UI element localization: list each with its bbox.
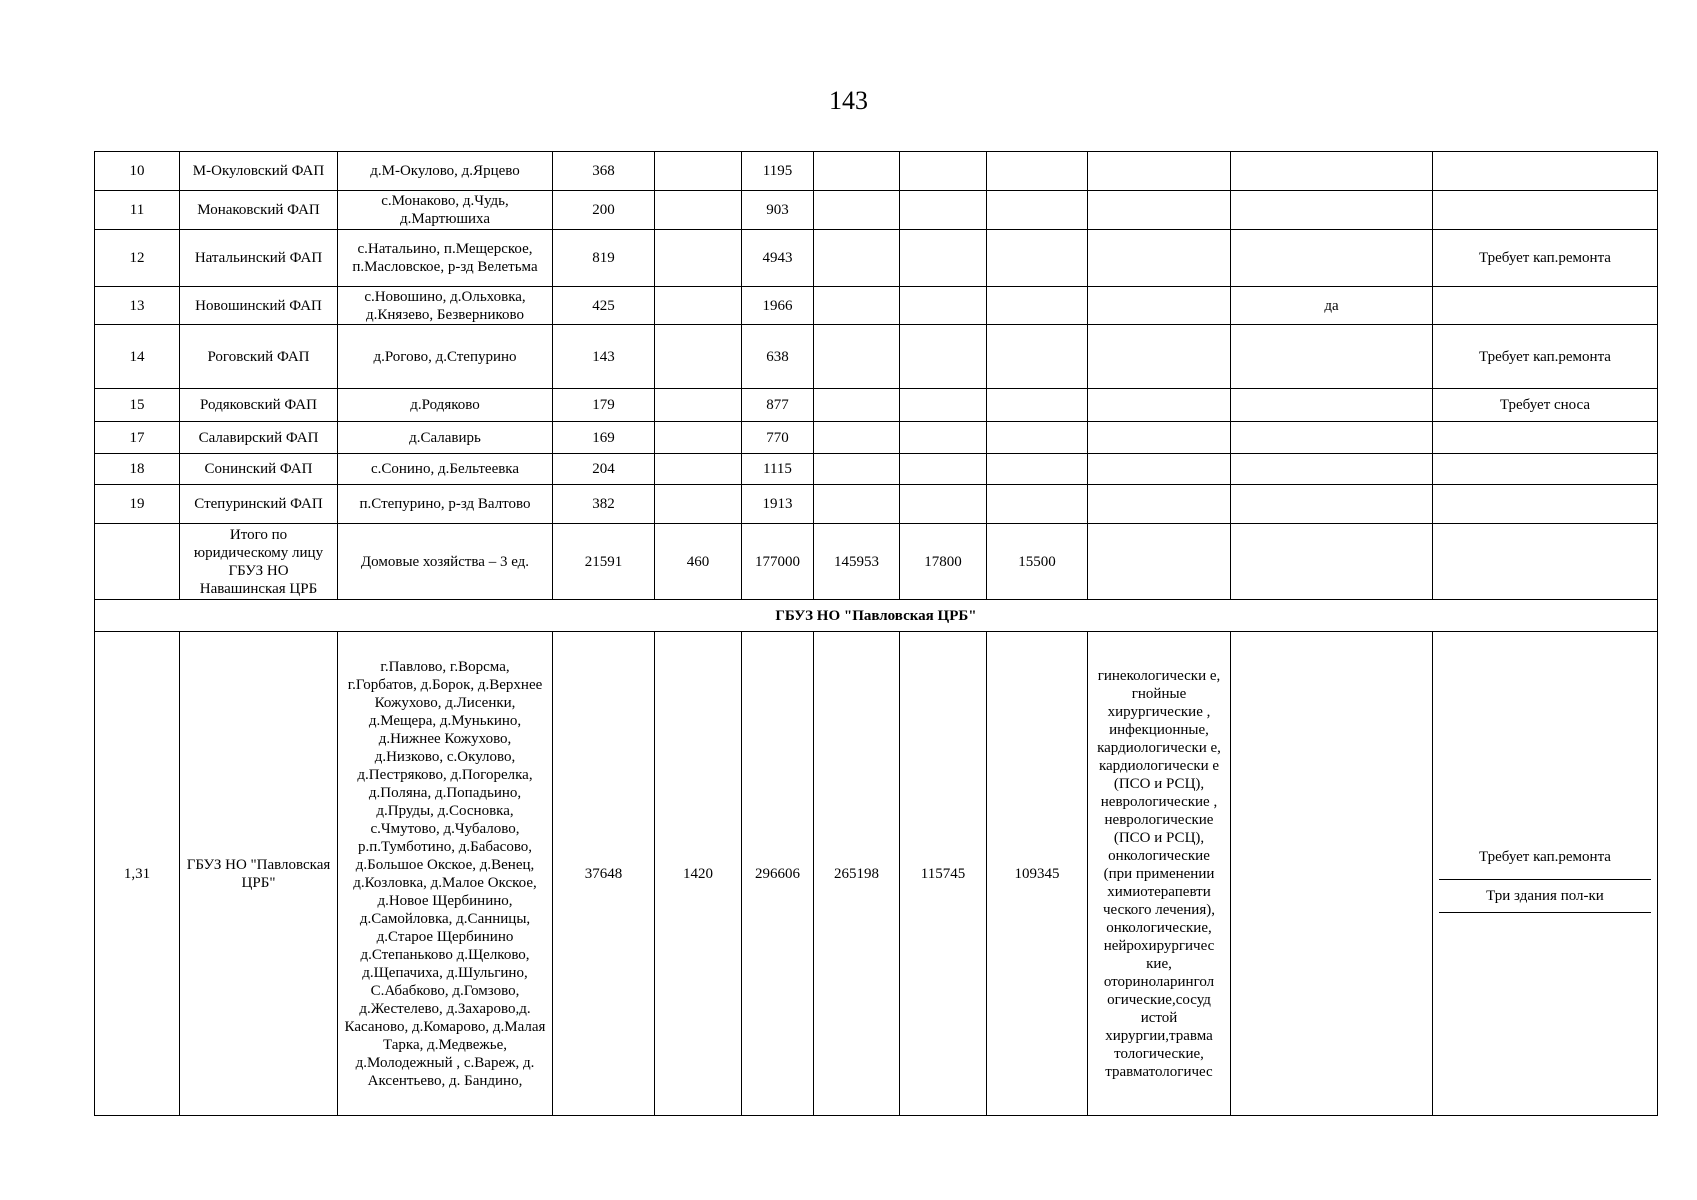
value-cell: 382 <box>553 485 655 524</box>
value-cell <box>900 422 987 454</box>
value-cell <box>814 454 900 485</box>
note-cell <box>1433 422 1658 454</box>
note-cell: Требует кап.ремонта <box>1433 230 1658 287</box>
row-number: 1,31 <box>95 632 180 1116</box>
value-cell <box>1088 287 1231 325</box>
note-capital-repair: Требует кап.ремонта <box>1439 835 1651 880</box>
facility-name: Сонинский ФАП <box>180 454 338 485</box>
value-cell: 638 <box>742 325 814 389</box>
table-row <box>95 152 1658 191</box>
value-cell <box>1231 485 1433 524</box>
villages-cell: г.Павлово, г.Ворсма, г.Горбатов, д.Борок, д.Верхнее Кожухово, д.Лисенки, д.Мещера, д.Мунькино, д.Нижнее Кожухово, д.Низково, с.Окулово, д.Пестряково, д.Погорелка, д.Поляна, д.Попадьино, д.Пруды, д.Сосновка, с.Чмутово, д.Чубалово, р.п.Тумботино, д.Бабасово, д.Большое Окское, д.Венец, д.Козловка, д.Малое Окское, д.Новое Щербинино, д.Самойловка, д.Санницы, д.Старое Щербинино д.Степаньково д.Щелково, д.Щепачиха, д.Шульгино, С.Абабково, д.Гомзово, д.Жестелево, д.Захарово,д. Касаново, д.Комарово, д.Малая Тарка, д.Медвежье, д.Молодежный , с.Вареж, д. Аксентьево, д. Бандино, <box>338 632 553 1116</box>
value-cell <box>1088 389 1231 422</box>
row-number: 11 <box>95 191 180 230</box>
total-row <box>95 524 1658 600</box>
row-number: 18 <box>95 454 180 485</box>
value-cell <box>814 152 900 191</box>
villages-cell: с.Сонино, д.Бельтеевка <box>338 454 553 485</box>
value-cell: 1913 <box>742 485 814 524</box>
facility-name: Степуринский ФАП <box>180 485 338 524</box>
note-cell <box>1433 191 1658 230</box>
value-cell <box>1231 191 1433 230</box>
value-cell <box>900 230 987 287</box>
value-cell <box>1088 152 1231 191</box>
table-row <box>95 191 1658 230</box>
facility-name: ГБУЗ НО "Павловская ЦРБ" <box>180 632 338 1116</box>
value-cell <box>655 454 742 485</box>
note-three-buildings: Три здания пол-ки <box>1439 880 1651 913</box>
value-cell: да <box>1231 287 1433 325</box>
value-cell <box>814 287 900 325</box>
value-cell <box>900 191 987 230</box>
row-number: 14 <box>95 325 180 389</box>
value-cell <box>1231 389 1433 422</box>
value-cell: 460 <box>655 524 742 600</box>
value-cell <box>900 287 987 325</box>
facilities-table <box>94 151 1658 1116</box>
value-cell: 177000 <box>742 524 814 600</box>
value-cell: 204 <box>553 454 655 485</box>
value-cell: 265198 <box>814 632 900 1116</box>
villages-cell: д.Рогово, д.Степурино <box>338 325 553 389</box>
section-header-row <box>95 600 1658 632</box>
value-cell <box>1231 632 1433 1116</box>
value-cell: 425 <box>553 287 655 325</box>
table-row <box>95 454 1658 485</box>
value-cell: 143 <box>553 325 655 389</box>
row-number: 19 <box>95 485 180 524</box>
value-cell <box>1231 524 1433 600</box>
value-cell <box>814 325 900 389</box>
row-number: 12 <box>95 230 180 287</box>
value-cell <box>814 422 900 454</box>
value-cell <box>1088 524 1231 600</box>
value-cell <box>655 191 742 230</box>
value-cell <box>655 152 742 191</box>
table-row <box>95 230 1658 287</box>
value-cell: 109345 <box>987 632 1088 1116</box>
value-cell <box>987 485 1088 524</box>
value-cell: 368 <box>553 152 655 191</box>
facility-name: Новошинский ФАП <box>180 287 338 325</box>
villages-cell: д.М-Окулово, д.Ярцево <box>338 152 553 191</box>
row-number: 17 <box>95 422 180 454</box>
value-cell: 179 <box>553 389 655 422</box>
facility-name: Салавирский ФАП <box>180 422 338 454</box>
row-number: 15 <box>95 389 180 422</box>
value-cell: 37648 <box>553 632 655 1116</box>
table-row <box>95 287 1658 325</box>
value-cell: 296606 <box>742 632 814 1116</box>
note-cell: Требует сноса <box>1433 389 1658 422</box>
villages-cell: д.Родяково <box>338 389 553 422</box>
value-cell: 4943 <box>742 230 814 287</box>
note-cell: Требует кап.ремонта <box>1433 325 1658 389</box>
villages-cell: д.Салавирь <box>338 422 553 454</box>
value-cell: 21591 <box>553 524 655 600</box>
value-cell <box>1231 422 1433 454</box>
table-row <box>95 422 1658 454</box>
villages-cell: с.Монаково, д.Чудь, д.Мартюшиха <box>338 191 553 230</box>
villages-cell: с.Натальино, п.Мещерское, п.Масловское, р-зд Велетьма <box>338 230 553 287</box>
value-cell <box>987 152 1088 191</box>
value-cell <box>1088 422 1231 454</box>
note-cell <box>1433 152 1658 191</box>
total-label: Итого по юридическому лицу ГБУЗ НО Навашинская ЦРБ <box>180 524 338 600</box>
table-row <box>95 325 1658 389</box>
value-cell <box>900 454 987 485</box>
value-cell <box>814 485 900 524</box>
note-cell <box>1433 632 1658 1116</box>
value-cell <box>655 325 742 389</box>
value-cell: 15500 <box>987 524 1088 600</box>
value-cell <box>1231 230 1433 287</box>
table-row <box>95 389 1658 422</box>
value-cell: 200 <box>553 191 655 230</box>
value-cell: 145953 <box>814 524 900 600</box>
value-cell <box>987 230 1088 287</box>
value-cell <box>814 389 900 422</box>
value-cell: 819 <box>553 230 655 287</box>
note-cell <box>1433 454 1658 485</box>
row-number: 10 <box>95 152 180 191</box>
villages-cell: с.Новошино, д.Ольховка, д.Князево, Безверниково <box>338 287 553 325</box>
value-cell <box>987 389 1088 422</box>
table-row <box>95 632 1658 1116</box>
value-cell <box>655 422 742 454</box>
note-cell <box>1433 287 1658 325</box>
value-cell <box>900 389 987 422</box>
value-cell <box>1088 230 1231 287</box>
value-cell <box>814 230 900 287</box>
value-cell <box>655 230 742 287</box>
note-cell <box>1433 485 1658 524</box>
section-title: ГБУЗ НО "Павловская ЦРБ" <box>95 600 1658 632</box>
value-cell: 903 <box>742 191 814 230</box>
villages-cell: п.Степурино, р-зд Валтово <box>338 485 553 524</box>
profiles-cell: гинекологически е, гнойные хирургические , инфекционные, кардиологически е, кардиологически е (ПСО и РСЦ), неврологические , неврологические (ПСО и РСЦ), онкологические (при применении химиотерапевти ческого лечения), онкологические, нейрохирургичес кие, оториноларингол огические,сосуд истой хирургии,травма тологические, травматологичес <box>1088 632 1231 1116</box>
facility-name: Монаковский ФАП <box>180 191 338 230</box>
value-cell: 877 <box>742 389 814 422</box>
value-cell <box>655 287 742 325</box>
value-cell <box>1231 454 1433 485</box>
value-cell <box>1231 152 1433 191</box>
value-cell <box>1088 485 1231 524</box>
value-cell <box>987 454 1088 485</box>
value-cell: 770 <box>742 422 814 454</box>
value-cell <box>1088 191 1231 230</box>
value-cell <box>900 485 987 524</box>
value-cell <box>987 325 1088 389</box>
value-cell <box>1088 454 1231 485</box>
value-cell <box>655 389 742 422</box>
facility-name: Родяковский ФАП <box>180 389 338 422</box>
value-cell <box>987 422 1088 454</box>
table-row <box>95 485 1658 524</box>
row-number <box>95 524 180 600</box>
value-cell: 1195 <box>742 152 814 191</box>
facility-name: М-Окуловский ФАП <box>180 152 338 191</box>
note-cell <box>1433 524 1658 600</box>
page-number: 143 <box>829 86 868 115</box>
value-cell <box>900 325 987 389</box>
facility-name: Натальинский ФАП <box>180 230 338 287</box>
value-cell <box>814 191 900 230</box>
villages-cell: Домовые хозяйства – 3 ед. <box>338 524 553 600</box>
value-cell: 1966 <box>742 287 814 325</box>
value-cell <box>900 152 987 191</box>
value-cell <box>987 287 1088 325</box>
value-cell: 17800 <box>900 524 987 600</box>
value-cell: 1420 <box>655 632 742 1116</box>
value-cell: 169 <box>553 422 655 454</box>
value-cell: 1115 <box>742 454 814 485</box>
facility-name: Роговский ФАП <box>180 325 338 389</box>
value-cell <box>987 191 1088 230</box>
value-cell <box>1231 325 1433 389</box>
value-cell: 115745 <box>900 632 987 1116</box>
value-cell <box>655 485 742 524</box>
value-cell <box>1088 325 1231 389</box>
row-number: 13 <box>95 287 180 325</box>
